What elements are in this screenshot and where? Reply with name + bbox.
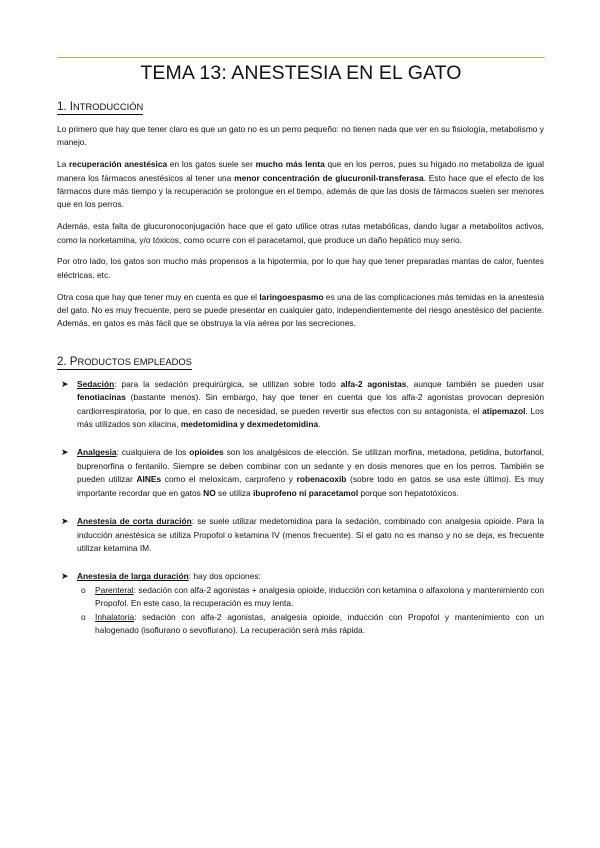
arrow-bullet-icon: ➤ (61, 378, 69, 389)
text: : sedación con alfa-2 agonistas + analgesia opioide, inducción con ketamina o alfaxolona y mantenimiento con Propofol. En este caso, la recuperación es muy lenta. (95, 584, 544, 609)
text: : hay dos opciones: (188, 571, 261, 582)
document-body (57, 100, 544, 652)
bold-text: recuperación anestésica (69, 159, 168, 170)
list-item-analgesia (57, 446, 544, 500)
bold-text: AINEs (136, 474, 162, 485)
item-label: Anestesia de corta duración (77, 516, 192, 527)
text: . (318, 419, 321, 430)
bold-text: mucho más lenta (255, 159, 325, 170)
title-divider-line (57, 57, 545, 58)
list-item-sedacion (57, 378, 544, 432)
bold-text: NO (203, 487, 216, 498)
paragraph-intro-5 (57, 291, 544, 331)
text: Además, esta falta de glucuronoconjugación hace que el gato utilice otras rutas metabólicas, dando lugar a metabolitos activos, como la norketamina, y/o tóxicos, como ocurre con el paracetamol, que produce un daño hepático muy serio. (57, 221, 544, 245)
text: La (57, 159, 70, 170)
text: : se suele utilizar medetomidina para la sedación, combinado con analgesia opioide. Para la inducción anestésica se utiliza Propofol o ketamina IV (menos frecuente). Si el gato no es manso y no se deja, es frecuente utilizar ketamina IM. (77, 516, 544, 553)
sub-item-label: Parenteral (95, 584, 134, 595)
list-item-anestesia-larga (57, 570, 544, 637)
bold-text: ibuprofeno ni paracetamol (252, 487, 359, 498)
list-item-anestesia-corta (57, 515, 544, 555)
text: (sobre todo en gatos se usa este último). Es muy importante recordar que en gatos (77, 474, 544, 498)
arrow-bullet-icon: ➤ (61, 571, 69, 582)
text: , aunque también se pueden usar (406, 378, 544, 389)
bold-text: atipemazol (482, 405, 526, 416)
text: en los gatos suele ser (167, 159, 256, 170)
sub-item-parenteral (77, 584, 544, 611)
text: . Los más utilizados son xilacina, (77, 405, 544, 430)
text: como el meloxicam, carprofeno y (161, 474, 297, 485)
bold-text: medetomidina y dexmedetomidina (180, 419, 319, 430)
item-label: Anestesia de larga duración (77, 571, 189, 582)
text: porque son hepatotóxicos. (358, 487, 459, 498)
arrow-bullet-icon: ➤ (61, 447, 69, 458)
section-number: 2. P (57, 355, 78, 368)
bold-text: robenacoxib (296, 474, 347, 485)
bold-text: fenotiacinas (77, 392, 126, 403)
sub-list (77, 584, 544, 638)
text: Lo primero que hay que tener claro es que un gato no es un perro pequeño: no tienen nada que ver en su fisiología, metabolismo y manejo. (57, 124, 544, 148)
text: Otra cosa que hay que tener muy en cuenta es que el (57, 291, 260, 302)
arrow-bullet-icon: ➤ (61, 516, 69, 527)
section-title: RODUCTOS EMPLEADOS (77, 355, 192, 367)
product-list (57, 378, 544, 638)
sub-item-inhalatoria (77, 611, 544, 638)
text: : cualquiera de los (116, 447, 190, 458)
circle-bullet-icon: o (81, 611, 86, 622)
page-title: TEMA 13: ANESTESIA EN EL GATO (140, 62, 462, 84)
paragraph-intro-3 (57, 220, 544, 247)
bold-text: menor concentración de glucuronil-transferasa (234, 172, 424, 183)
text: se utiliza (215, 487, 253, 498)
paragraph-intro-1 (57, 123, 544, 150)
section-heading-introduccion (57, 100, 143, 115)
text: son los analgésicos de elección. Se utilizan morfina, metadona, petidina, butorfanol, buprenorfina o fentanilo. Siempre se deben combinar con un sedante y en dosis menores que en los perros. También se pueden utilizar (77, 447, 544, 485)
section-title: NTRODUCCIÓN (72, 101, 144, 112)
circle-bullet-icon: o (81, 584, 86, 595)
section-heading-productos (57, 355, 192, 370)
text: (bastante menos). Sin embargo, hay que tener en cuenta que los alfa-2 agonistas provocan depresión cardiorrespiratoria, por lo que, en caso de necesidad, se pueden revertir sus efectos con su antagonista, el (77, 392, 544, 416)
text: : sedación con alfa-2 agonistas, analgesia opioide, inducción con Propofol y mantenimiento con un halogenado (isoflurano o sevoflurano). La recuperación será más rápida. (95, 611, 544, 635)
bold-text: alfa-2 agonistas (340, 378, 407, 389)
item-label: Analgesia (77, 447, 117, 458)
sub-item-label: Inhalatoria (95, 611, 135, 622)
section-productos (57, 355, 544, 638)
item-label: Sedación (77, 378, 115, 389)
paragraph-intro-4 (57, 255, 544, 282)
section-number: 1. I (57, 101, 73, 113)
text: . Esto hace que el efecto de los fármacos dure más tiempo y la recuperación se prolongue en el tiempo, además de que las dosis de fármacos suelen ser menores que en los perros. (57, 172, 544, 210)
paragraph-intro-2 (57, 158, 544, 212)
text: Por otro lado, los gatos son mucho más propensos a la hipotermia, por lo que hay que tener preparadas mantas de calor, fuentes eléctricas, etc. (57, 256, 544, 280)
bold-text: opioides (189, 447, 224, 458)
text: : para la sedación prequirúrgica, se utilizan sobre todo (114, 378, 341, 389)
text: que en los perros, pues su hígado no metaboliza de igual manera los fármacos anestésicos al tener una (57, 159, 544, 183)
bold-text: laringoespasmo (259, 291, 324, 302)
text: es una de las complicaciones más temidas en la anestesia del gato. No es muy frecuente, pero se puede presentar en cualquier gato, independientemente del riesgo anestésico del paciente. Además, en gatos es más fácil que se obstruya la vía aérea por las secreciones. (57, 291, 545, 329)
